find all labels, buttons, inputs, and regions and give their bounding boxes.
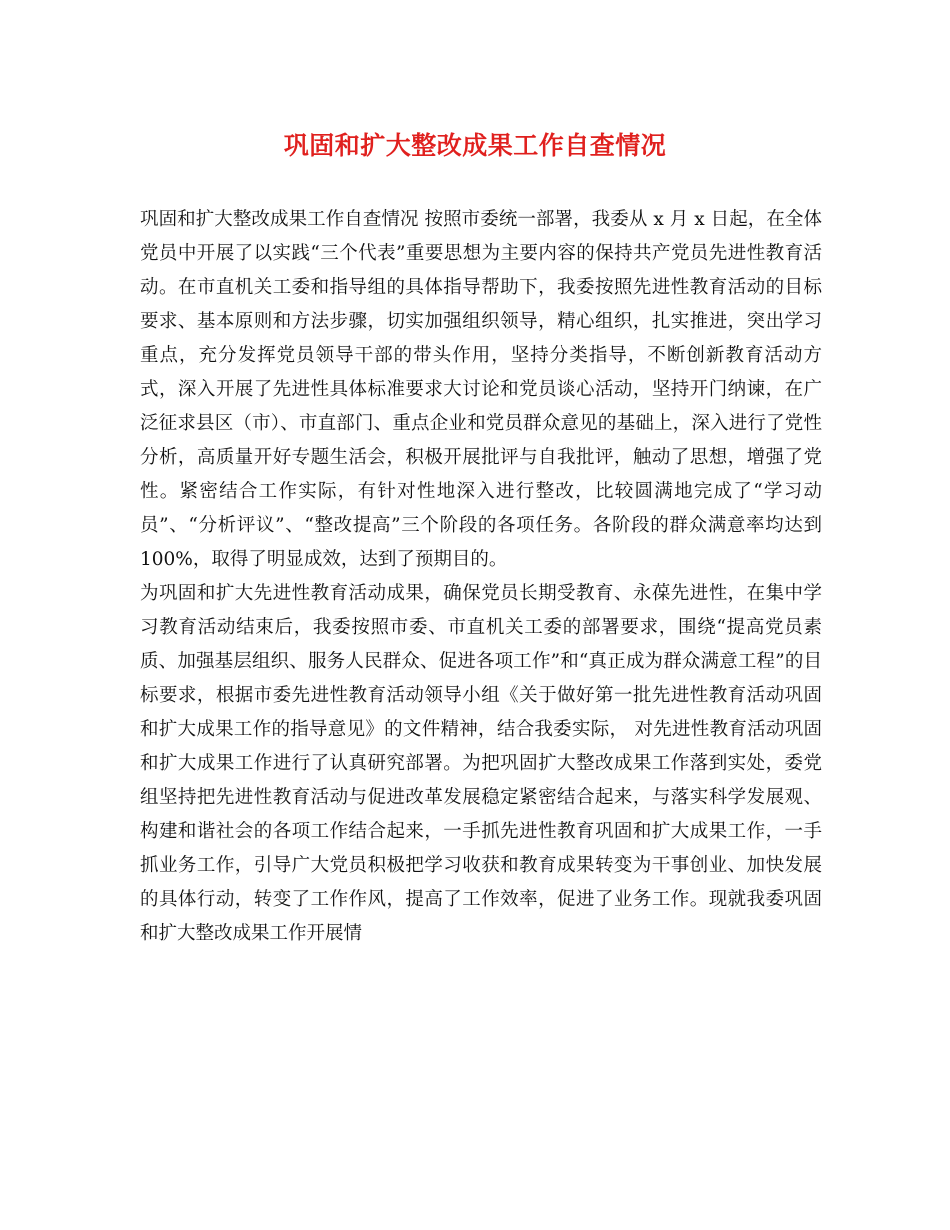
paragraph: 巩固和扩大整改成果工作自查情况 按照市委统一部署，我委从 x 月 x 日起，在全体党员中开展了以实践“三个代表”重要思想为主要内容的保持共产党员先进性教育活动。在市直机关工委和指导组的具体指导帮助下，我委按照先进性教育活动的目标要求、基本原则和方法步骤，切实加强组织领导，精心组织，扎实推进，突出学习重点，充分发挥党员领导干部的带头作用，坚持分类指导，不断创新教育活动方式，深入开展了先进性具体标准要求大讨论和党员谈心活动，坚持开门纳谏，在广泛征求县区（市）、市直部门、重点企业和党员群众意见的基础上，深入进行了党性分析，高质量开好专题生活会，积极开展批评与自我批评，触动了思想，增强了党性。紧密结合工作实际，有针对性地深入进行整改，比较圆满地完成了“学习动员”、“分析评议”、“整改提高”三个阶段的各项任务。各阶段的群众满意率均达到 100%，取得了明显成效，达到了预期目的。 bbox=[140, 209, 822, 570]
document-body bbox=[140, 203, 822, 951]
document-title: 巩固和扩大整改成果工作自查情况 bbox=[283, 131, 667, 160]
paragraph: 为巩固和扩大先进性教育活动成果，确保党员长期受教育、永葆先进性，在集中学习教育活动结束后，我委按照市委、市直机关工委的部署要求，围绕“提高党员素质、加强基层组织、服务人民群众、促进各项工作”和“真正成为群众满意工程”的目标要求，根据市委先进性教育活动领导小组《关于做好第一批先进性教育活动巩固和扩大成果工作的指导意见》的文件精神，结合我委实际， 对先进性教育活动巩固和扩大成果工作进行了认真研究部署。为把巩固扩大整改成果工作落到实处，委党组坚持把先进性教育活动与促进改革发展稳定紧密结合起来，与落实科学发展观、构建和谐社会的各项工作结合起来，一手抓先进性教育巩固和扩大成果工作，一手抓业务工作，引导广大党员积极把学习收获和教育成果转变为干事创业、加快发展的具体行动，转变了工作作风，提高了工作效率，促进了业务工作。现就我委巩固和扩大整改成果工作开展情 bbox=[140, 583, 822, 944]
